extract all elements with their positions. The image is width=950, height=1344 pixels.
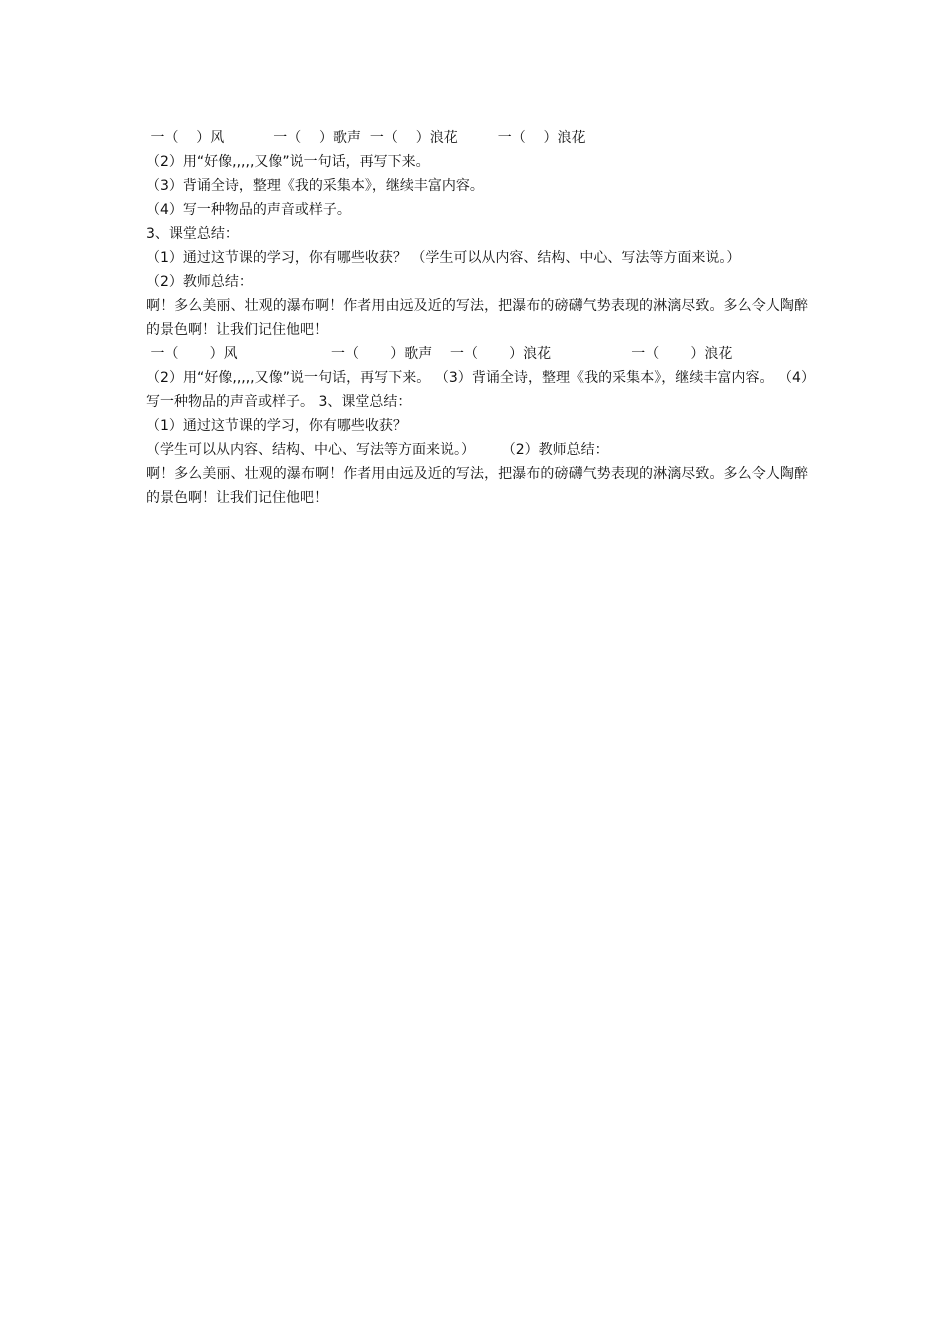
exercise-4-line: （4）写一种物品的声音或样子。	[146, 202, 351, 218]
exercise-2-line: （2）用“好像,,,,,又像”说一句话，再写下来。	[146, 154, 430, 170]
summary-hint-line: （学生可以从内容、结构、中心、写法等方面来说。） （2）教师总结：	[146, 442, 609, 458]
exercise-3-line: （3）背诵全诗，整理《我的采集本》，继续丰富内容。	[146, 178, 484, 194]
document-body	[146, 126, 808, 510]
teacher-summary-heading: （2）教师总结：	[146, 274, 253, 290]
closing-paragraph: 啊！多么美丽、壮观的瀑布啊！作者用由远及近的写法，把瀑布的磅礴气势表现的淋漓尽致。多么令人陶醉的景色啊！让我们记住他吧！	[146, 466, 808, 506]
fill-blank-line-2: 一（ ）风 一（ ）歌声 一（ ）浪花 一（ ）浪花	[146, 346, 733, 362]
fill-blank-line-1: 一（ ）风 一（ ）歌声 一（ ）浪花 一（ ）浪花	[146, 130, 586, 146]
summary-question-paragraph: （1）通过这节课的学习，你有哪些收获？ （学生可以从内容、结构、中心、写法等方面来说。）	[146, 250, 741, 266]
summary-question-line: （1）通过这节课的学习，你有哪些收获？	[146, 418, 407, 434]
section-heading-summary: 3、课堂总结：	[146, 226, 239, 242]
exercises-combined-paragraph: （2）用“好像,,,,,又像”说一句话，再写下来。 （3）背诵全诗，整理《我的采集本》，继续丰富内容。 （4）写一种物品的声音或样子。 3、课堂总结：	[146, 370, 808, 410]
teacher-summary-paragraph: 啊！多么美丽、壮观的瀑布啊！作者用由远及近的写法，把瀑布的磅礴气势表现的淋漓尽致。多么令人陶醉的景色啊！让我们记住他吧！	[146, 298, 808, 338]
